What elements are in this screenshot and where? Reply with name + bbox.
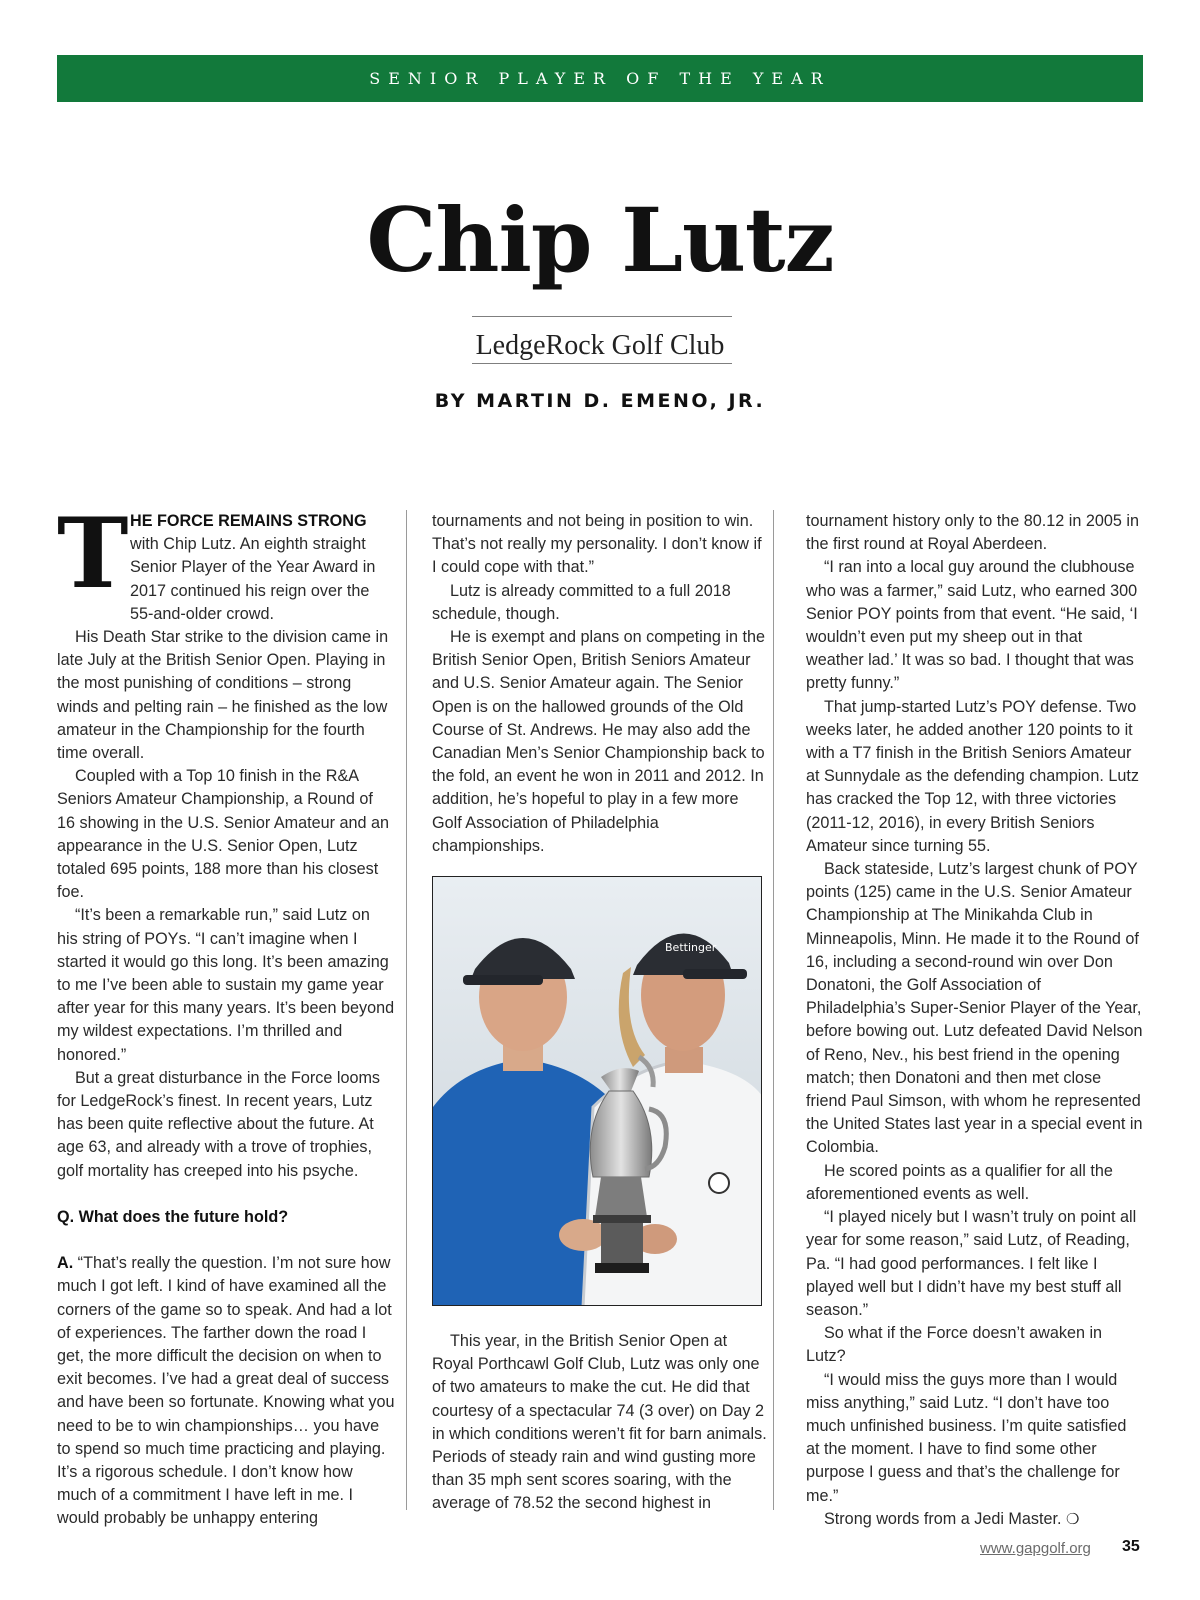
- paragraph: “I would miss the guys more than I would miss anything,” said Lutz. “I don’t have too much unfinished business. I’m quite satisfied at the moment. I have to find some other purpose I guess and that’s the challenge for me.”: [806, 1370, 1127, 1505]
- website-link[interactable]: www.gapgolf.org: [980, 1540, 1091, 1557]
- article-column-2: [432, 510, 768, 1516]
- byline: BY MARTIN D. EMENO, JR.: [434, 390, 766, 412]
- section-label: SENIOR PLAYER OF THE YEAR: [369, 69, 831, 88]
- paragraph: Back stateside, Lutz’s largest chunk of POY points (125) came in the U.S. Senior Amateur Championship at The Minikahda Club in Minneapolis, Minn. He made it to the Round of 16, including a second-round win over Don Donatoni, the Golf Association of Philadelphia’s Super-Senior Player of the Year, before bowing out. Lutz defeated David Nelson of Reno, Nev., his best friend in the opening match; then Donatoni and then met close friend Paul Simson, with whom he represented the United States last year in a special event in Colombia.: [806, 860, 1143, 1157]
- cap-logo: Bettinger: [665, 941, 717, 955]
- intro-text: with Chip Lutz. An eighth straight Senior Player of the Year Award in 2017 continued his reign over the 55-and-older crowd.: [130, 535, 376, 623]
- lead-in: HE FORCE REMAINS STRONG: [130, 512, 367, 530]
- interview-answer: [57, 1252, 395, 1530]
- paragraph: Lutz is already committed to a full 2018 schedule, though.: [432, 581, 731, 623]
- intro-paragraph: [57, 497, 395, 626]
- page-number: 35: [1122, 1538, 1140, 1555]
- paragraph: So what if the Force doesn’t awaken in Lutz?: [806, 1324, 1103, 1366]
- paragraph: He is exempt and plans on competing in the British Senior Open, British Seniors Amateur and U.S. Senior Amateur again. The Senior Open is on the hallowed grounds of the Old Course of St. Andrews. He may also add the Canadian Men’s Senior Championship back to the fold, an event he won in 2011 and 2012. In addition, he’s hopeful to play in a few more Golf Association of Philadelphia championships.: [432, 628, 765, 855]
- paragraph: “It’s been a remarkable run,” said Lutz on his string of POYs. “I can’t imagine when I started it would go this long. It’s been amazing to me I’ve been able to sustain my game year after year for this many years. It’s been beyond my wildest expectations. I’m thrilled and honored.”: [57, 906, 395, 1064]
- title-rule-top: [472, 316, 732, 317]
- section-banner: [57, 55, 1143, 102]
- article-column-1: [57, 497, 395, 1531]
- club-name: LedgeRock Golf Club: [475, 330, 725, 361]
- paragraph: “I played nicely but I wasn’t truly on point all year for some reason,” said Lutz, of Reading, Pa. “I had good performances. I felt like I played well but I didn’t have my best stuff all season.”: [806, 1208, 1137, 1319]
- paragraph: Coupled with a Top 10 finish in the R&A Seniors Amateur Championship, a Round of 16 showing in the U.S. Senior Amateur and an appearance in the U.S. Senior Open, Lutz totaled 695 points, 188 more than his closest foe.: [57, 767, 390, 902]
- column-divider: [773, 510, 774, 1510]
- article-title: Chip Lutz: [366, 188, 834, 292]
- paragraph: He scored points as a qualifier for all the aforementioned events as well.: [806, 1161, 1113, 1203]
- trophy-photo-image: [433, 877, 762, 1306]
- closing-paragraph: [806, 1508, 1144, 1531]
- title-rule-bottom: [472, 363, 732, 364]
- drop-cap: T: [57, 497, 129, 610]
- paragraph: His Death Star strike to the division came in late July at the British Senior Open. Playing in the most punishing of conditions – strong winds and pelting rain – he finished as the low amateur in the Championship for the fourth time overall.: [57, 628, 389, 763]
- trophy-photo: [432, 876, 762, 1306]
- paragraph: That jump-started Lutz’s POY defense. Two weeks later, he added another 120 points to it with a T7 finish in the British Seniors Amateur at Sunnydale as the defending champion. Lutz has cracked the Top 12, with three victories (2011-12, 2016), in every British Seniors Amateur since turning 55.: [806, 697, 1139, 855]
- article-column-3: [806, 510, 1144, 1531]
- end-mark-icon: ❍: [1066, 1510, 1080, 1528]
- answer-text: “That’s really the question. I’m not sure how much I got left. I kind of have examined all the corners of the game so to speak. And had a lot of experiences. The farther down the road I get, the more difficult the decision on when to exit becomes. I’ve had a great deal of success and have been so fortunate. Knowing what you need to be to win championships… you have to spend so much time practicing and playing. It’s a rigorous schedule. I don’t know how much of a commitment I have left in me. I would probably be unhappy entering: [57, 1254, 395, 1528]
- column-divider: [406, 510, 407, 1510]
- answer-label: A.: [57, 1254, 74, 1273]
- closing-text: Strong words from a Jedi Master.: [824, 1509, 1062, 1528]
- interview-question: Q. What does the future hold?: [57, 1207, 289, 1226]
- paragraph: tournament history only to the 80.12 in 2005 in the first round at Royal Aberdeen.: [806, 512, 1139, 554]
- paragraph: This year, in the British Senior Open at Royal Porthcawl Golf Club, Lutz was only one of two amateurs to make the cut. He did that courtesy of a spectacular 74 (3 over) on Day 2 in which conditions weren’t fit for barn animals. Periods of steady rain and wind gusting more than 35 mph sent scores soaring, with the average of 78.52 the second highest in: [432, 1332, 767, 1513]
- paragraph: tournaments and not being in position to win. That’s not really my personality. I don’t know if I could cope with that.”: [432, 512, 762, 577]
- paragraph: But a great disturbance in the Force looms for LedgeRock’s finest. In recent years, Lutz has been quite reflective about the future. At age 63, and already with a trove of trophies, golf mortality has creeped into his psyche.: [57, 1068, 381, 1180]
- paragraph: “I ran into a local guy around the clubhouse who was a farmer,” said Lutz, who earned 300 Senior POY points from that event. “He said, ‘I wouldn’t even put my sheep out in that weather lad.’ It was so bad. I thought that was pretty funny.”: [806, 558, 1138, 693]
